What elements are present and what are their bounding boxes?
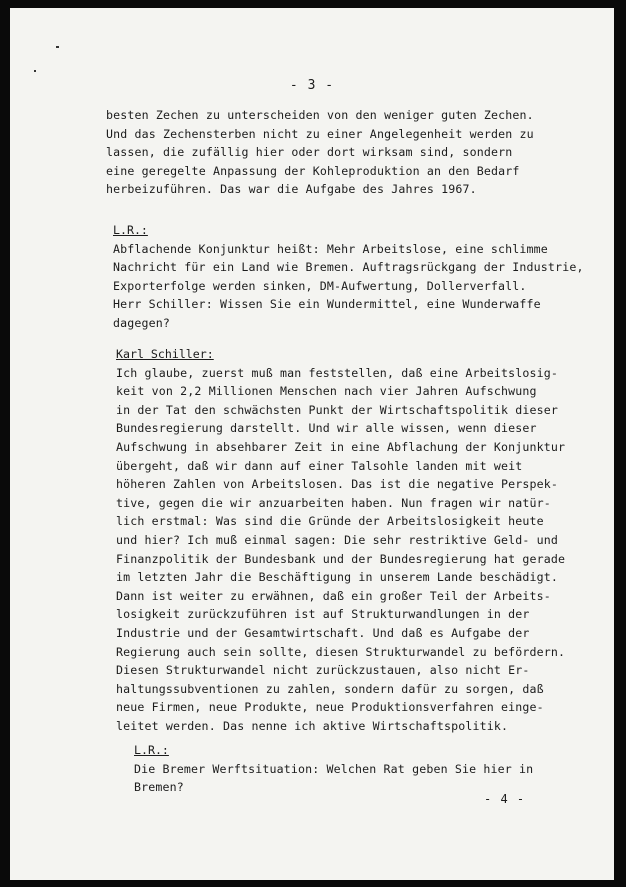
text-line: Herr Schiller: Wissen Sie ein Wundermittel, eine Wunderwaffe <box>113 297 541 312</box>
text-line: lich erstmal: Was sind die Gründe der Arbeitslosigkeit heute <box>116 514 544 529</box>
text-line: Bremen? <box>134 780 184 795</box>
text-line: Abflachende Konjunktur heißt: Mehr Arbeitslose, eine schlimme <box>113 241 548 256</box>
text-line: neue Firmen, neue Produkte, neue Produktionsverfahren einge- <box>116 700 544 715</box>
text-line: losigkeit zurückzuführen ist auf Strukturwandlungen in der <box>116 607 530 622</box>
paragraph-question-1 <box>113 221 584 333</box>
text-line: Die Bremer Werftsituation: Welchen Rat geben Sie hier in <box>134 761 534 776</box>
text-line: haltungssubventionen zu zahlen, sondern dafür zu sorgen, daß <box>116 681 544 696</box>
text-line: besten Zechen zu unterscheiden von den weniger guten Zechen. <box>106 108 534 122</box>
text-line: übergeht, daß wir dann auf einer Talsohle landen mit weit <box>116 458 523 473</box>
text-line: höheren Zahlen von Arbeitslosen. Das ist die negative Perspek- <box>116 477 559 492</box>
page-number-bottom: - 4 - <box>484 792 526 806</box>
paragraph-answer <box>116 345 565 735</box>
text-line: im letzten Jahr die Beschäftigung in unserem Lande beschädigt. <box>116 570 559 585</box>
text-line: Industrie und der Gesamtwirtschaft. Und daß es Aufgabe der <box>116 625 530 640</box>
page-number-top: - 3 - <box>289 78 335 93</box>
text-line: eine geregelte Anpassung der Kohleproduktion an den Bedarf <box>106 163 520 178</box>
text-line: Aufschwung in absehbarer Zeit in eine Abflachung der Konjunktur <box>116 439 566 454</box>
text-line: Diesen Strukturwandel nicht zurückzustauen, also nicht Er- <box>116 663 530 678</box>
speaker-label: L.R.: <box>134 743 169 757</box>
text-line: Exporterfolge werden sinken, DM-Aufwertung, Dollerverfall. <box>113 278 527 293</box>
document-page <box>10 8 614 880</box>
paragraph-intro <box>106 106 534 199</box>
text-line: dagegen? <box>113 315 171 330</box>
text-line: Dann ist weiter zu erwähnen, daß ein großer Teil der Arbeits- <box>116 588 551 603</box>
text-line: Bundesregierung darstellt. Und wir alle wissen, wenn dieser <box>116 421 537 436</box>
text-line: herbeizuführen. Das war die Aufgabe des Jahres 1967. <box>106 182 477 197</box>
text-line: Und das Zechensterben nicht zu einer Angelegenheit werden zu <box>106 126 534 141</box>
scan-speck <box>56 46 59 48</box>
paragraph-question-2 <box>134 741 533 797</box>
text-line: lassen, die zufällig hier oder dort wirksam sind, sondern <box>106 145 513 160</box>
text-line: Finanzpolitik der Bundesbank und der Bundesregierung hat gerade <box>116 551 566 566</box>
text-line: Ich glaube, zuerst muß man feststellen, daß eine Arbeitslosig- <box>116 365 559 380</box>
text-line: keit von 2,2 Millionen Menschen nach vier Jahren Aufschwung <box>116 384 537 399</box>
text-line: Regierung auch sein sollte, diesen Strukturwandel zu befördern. <box>116 644 566 659</box>
scan-speck <box>34 70 36 72</box>
text-line: tive, gegen die wir anzuarbeiten haben. Nun fragen wir natür- <box>116 495 551 510</box>
text-line: und hier? Ich muß einmal sagen: Die sehr restriktive Geld- und <box>116 532 559 547</box>
speaker-label: Karl Schiller: <box>116 347 214 361</box>
speaker-label: L.R.: <box>113 223 148 237</box>
text-line: Nachricht für ein Land wie Bremen. Auftragsrückgang der Industrie, <box>113 260 584 275</box>
text-line: leitet werden. Das nenne ich aktive Wirtschaftspolitik. <box>116 718 509 733</box>
text-line: in der Tat den schwächsten Punkt der Wirtschaftspolitik dieser <box>116 402 559 417</box>
